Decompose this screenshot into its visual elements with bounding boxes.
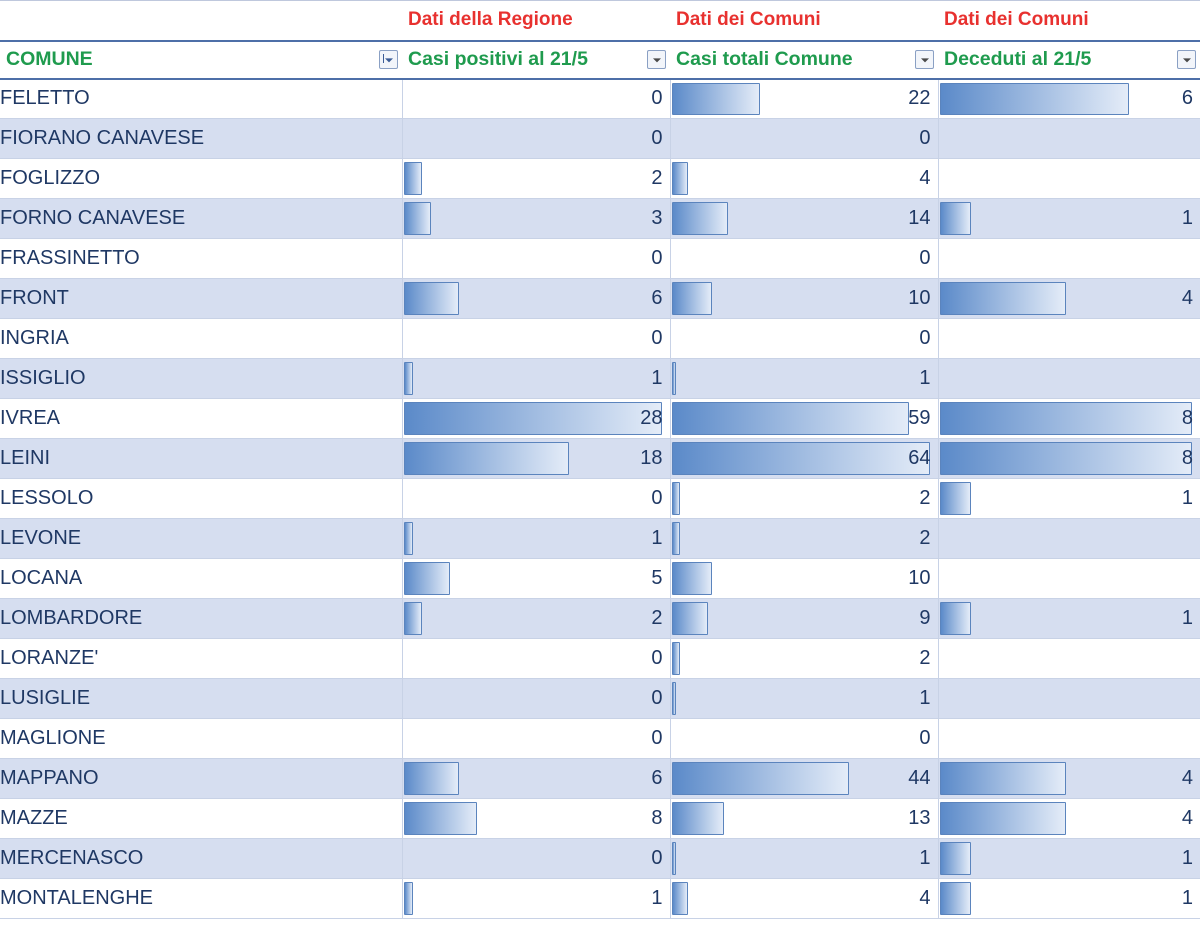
cell-comune[interactable]: MAPPANO [0, 759, 402, 799]
table-row[interactable] [0, 159, 1200, 199]
cell-deceduti[interactable] [938, 159, 1200, 199]
table-row[interactable] [0, 839, 1200, 879]
databar-deceduti [939, 802, 1200, 835]
cell-deceduti[interactable] [938, 759, 1200, 799]
cell-comune[interactable]: FELETTO [0, 79, 402, 119]
cell-positivi[interactable] [402, 879, 670, 919]
databar-positivi [403, 202, 670, 235]
cell-totali[interactable] [670, 479, 938, 519]
filter-sort-icon-comune[interactable] [379, 50, 398, 69]
databar-positivi [403, 602, 670, 635]
databar-deceduti [939, 642, 1200, 675]
column-header-deceduti-label: Deceduti al 21/5 [944, 48, 1092, 70]
column-header-deceduti [938, 41, 1200, 79]
column-header-totali [670, 41, 938, 79]
cell-positivi[interactable] [402, 519, 670, 559]
cell-positivi[interactable] [402, 399, 670, 439]
cell-comune[interactable]: FRONT [0, 279, 402, 319]
table-body [0, 79, 1200, 919]
databar-totali [671, 602, 938, 635]
cell-deceduti[interactable] [938, 119, 1200, 159]
databar-deceduti [939, 322, 1200, 355]
cell-value-positivi: 1 [651, 367, 663, 389]
cell-positivi[interactable] [402, 839, 670, 879]
cell-deceduti[interactable] [938, 479, 1200, 519]
databar-deceduti [939, 602, 1200, 635]
cell-deceduti[interactable] [938, 879, 1200, 919]
databar-positivi [403, 562, 670, 595]
databar-deceduti [939, 242, 1200, 275]
cell-value-totali: 2 [919, 487, 931, 509]
databar-positivi [403, 682, 670, 715]
cell-value-positivi: 28 [640, 407, 663, 429]
databar-totali [671, 522, 938, 555]
cell-value-deceduti: 1 [1181, 607, 1193, 629]
databar-positivi [403, 362, 670, 395]
cell-value-totali: 1 [919, 847, 931, 869]
cell-deceduti[interactable] [938, 839, 1200, 879]
cell-positivi[interactable] [402, 679, 670, 719]
cell-value-positivi: 0 [651, 487, 663, 509]
cell-totali[interactable] [670, 199, 938, 239]
cell-totali[interactable] [670, 879, 938, 919]
databar-positivi [403, 442, 670, 475]
cell-deceduti[interactable] [938, 79, 1200, 119]
cell-positivi[interactable] [402, 279, 670, 319]
cell-totali[interactable] [670, 159, 938, 199]
databar-totali [671, 122, 938, 155]
databar-deceduti [939, 442, 1200, 475]
cell-value-totali: 2 [919, 527, 931, 549]
cell-comune[interactable]: LEVONE [0, 519, 402, 559]
table-row[interactable] [0, 239, 1200, 279]
databar-totali [671, 642, 938, 675]
databar-totali [671, 322, 938, 355]
databar-deceduti [939, 482, 1200, 515]
table-row[interactable] [0, 479, 1200, 519]
cell-value-positivi: 0 [651, 247, 663, 269]
databar-positivi [403, 642, 670, 675]
databar-totali [671, 83, 938, 116]
cell-value-deceduti: 4 [1181, 807, 1193, 829]
databar-positivi [403, 762, 670, 795]
cell-value-totali: 59 [908, 407, 931, 429]
cell-totali[interactable] [670, 599, 938, 639]
databar-positivi [403, 83, 670, 116]
cell-totali[interactable] [670, 559, 938, 599]
cell-deceduti[interactable] [938, 439, 1200, 479]
cell-value-totali: 10 [908, 567, 931, 589]
cell-comune[interactable]: MERCENASCO [0, 839, 402, 879]
column-header-row [0, 41, 1200, 79]
cell-value-deceduti: 8 [1181, 407, 1193, 429]
cell-value-totali: 0 [919, 247, 931, 269]
cell-deceduti[interactable] [938, 399, 1200, 439]
cell-totali[interactable] [670, 719, 938, 759]
cell-comune[interactable]: LOMBARDORE [0, 599, 402, 639]
cell-value-deceduti: 6 [1181, 87, 1193, 110]
cell-value-totali: 1 [919, 367, 931, 389]
table-row[interactable] [0, 319, 1200, 359]
cell-totali[interactable] [670, 679, 938, 719]
cell-comune[interactable]: ISSIGLIO [0, 359, 402, 399]
group-header-regione: Dati della Regione [402, 1, 670, 41]
cell-value-totali: 44 [908, 767, 931, 789]
table-row[interactable] [0, 439, 1200, 479]
cell-comune[interactable]: IVREA [0, 399, 402, 439]
databar-deceduti [939, 522, 1200, 555]
databar-totali [671, 682, 938, 715]
databar-positivi [403, 842, 670, 875]
cell-totali[interactable] [670, 359, 938, 399]
cell-comune[interactable]: LUSIGLIE [0, 679, 402, 719]
databar-totali [671, 562, 938, 595]
cell-value-totali: 14 [908, 207, 931, 229]
table-row[interactable] [0, 519, 1200, 559]
cell-value-deceduti: 4 [1181, 287, 1193, 309]
cell-comune[interactable]: LORANZE' [0, 639, 402, 679]
cell-deceduti[interactable] [938, 359, 1200, 399]
databar-totali [671, 722, 938, 755]
databar-totali [671, 882, 938, 915]
cell-value-deceduti: 4 [1181, 767, 1193, 789]
cell-positivi[interactable] [402, 799, 670, 839]
table-row[interactable] [0, 559, 1200, 599]
cell-totali[interactable] [670, 759, 938, 799]
cell-totali[interactable] [670, 279, 938, 319]
cell-value-totali: 2 [919, 647, 931, 669]
cell-value-positivi: 3 [651, 207, 663, 229]
cell-deceduti[interactable] [938, 279, 1200, 319]
cell-positivi[interactable] [402, 599, 670, 639]
cell-value-positivi: 0 [651, 847, 663, 869]
cell-totali[interactable] [670, 639, 938, 679]
cell-value-totali: 10 [908, 287, 931, 309]
databar-totali [671, 802, 938, 835]
table-row[interactable] [0, 119, 1200, 159]
cell-value-positivi: 2 [651, 167, 663, 189]
table-row[interactable] [0, 679, 1200, 719]
cell-value-positivi: 6 [651, 767, 663, 789]
databar-positivi [403, 482, 670, 515]
cell-value-deceduti: 1 [1181, 887, 1193, 909]
cell-value-totali: 0 [919, 127, 931, 149]
databar-positivi [403, 802, 670, 835]
databar-totali [671, 242, 938, 275]
cell-positivi[interactable] [402, 359, 670, 399]
databar-positivi [403, 882, 670, 915]
cell-comune[interactable]: MAGLIONE [0, 719, 402, 759]
table-row[interactable] [0, 639, 1200, 679]
cell-positivi[interactable] [402, 199, 670, 239]
cell-deceduti[interactable] [938, 559, 1200, 599]
table-row[interactable] [0, 799, 1200, 839]
cell-value-totali: 13 [908, 807, 931, 829]
column-header-totali-label: Casi totali Comune [676, 48, 853, 70]
cell-positivi[interactable] [402, 119, 670, 159]
databar-deceduti [939, 882, 1200, 915]
column-header-comune-label: COMUNE [6, 48, 93, 70]
group-header-row [0, 1, 1200, 41]
table-row[interactable] [0, 359, 1200, 399]
cell-value-positivi: 18 [640, 447, 663, 469]
cell-positivi[interactable] [402, 439, 670, 479]
cell-deceduti[interactable] [938, 519, 1200, 559]
cell-value-positivi: 5 [651, 567, 663, 589]
cell-value-deceduti: 1 [1181, 487, 1193, 509]
cell-totali[interactable] [670, 519, 938, 559]
cell-deceduti[interactable] [938, 639, 1200, 679]
cell-value-deceduti: 1 [1181, 207, 1193, 229]
cell-positivi[interactable] [402, 719, 670, 759]
databar-totali [671, 482, 938, 515]
databar-totali [671, 402, 938, 435]
cell-totali[interactable] [670, 799, 938, 839]
databar-totali [671, 762, 938, 795]
cell-totali[interactable] [670, 399, 938, 439]
cell-comune[interactable]: MONTALENGHE [0, 879, 402, 919]
cell-deceduti[interactable] [938, 239, 1200, 279]
cell-value-positivi: 6 [651, 287, 663, 309]
cell-totali[interactable] [670, 439, 938, 479]
cell-positivi[interactable] [402, 239, 670, 279]
cell-value-positivi: 0 [651, 127, 663, 149]
cell-deceduti[interactable] [938, 319, 1200, 359]
table-row[interactable] [0, 879, 1200, 919]
cell-deceduti[interactable] [938, 199, 1200, 239]
cell-comune[interactable]: LOCANA [0, 559, 402, 599]
table-row[interactable] [0, 279, 1200, 319]
databar-positivi [403, 522, 670, 555]
cell-value-totali: 0 [919, 327, 931, 349]
table-row[interactable] [0, 719, 1200, 759]
cell-positivi[interactable] [402, 319, 670, 359]
cell-value-deceduti: 1 [1181, 847, 1193, 869]
databar-deceduti [939, 162, 1200, 195]
cell-totali[interactable] [670, 79, 938, 119]
cell-value-totali: 4 [919, 167, 931, 189]
databar-deceduti [939, 762, 1200, 795]
cell-deceduti[interactable] [938, 599, 1200, 639]
databar-deceduti [939, 682, 1200, 715]
cell-positivi[interactable] [402, 79, 670, 119]
cell-totali[interactable] [670, 119, 938, 159]
databar-positivi [403, 282, 670, 315]
cell-comune[interactable]: INGRIA [0, 319, 402, 359]
cell-value-positivi: 0 [651, 87, 663, 110]
cell-comune[interactable]: FORNO CANAVESE [0, 199, 402, 239]
filter-dropdown-icon-positivi[interactable] [647, 50, 666, 69]
databar-deceduti [939, 722, 1200, 755]
databar-positivi [403, 402, 670, 435]
databar-deceduti [939, 842, 1200, 875]
cell-value-totali: 0 [919, 727, 931, 749]
filter-dropdown-icon-deceduti[interactable] [1177, 50, 1196, 69]
cell-totali[interactable] [670, 839, 938, 879]
cell-value-positivi: 0 [651, 727, 663, 749]
cell-positivi[interactable] [402, 759, 670, 799]
databar-deceduti [939, 562, 1200, 595]
cell-value-positivi: 8 [651, 807, 663, 829]
databar-positivi [403, 162, 670, 195]
cell-positivi[interactable] [402, 479, 670, 519]
cell-comune[interactable]: FIORANO CANAVESE [0, 119, 402, 159]
cell-value-totali: 64 [908, 447, 931, 469]
cell-value-positivi: 2 [651, 607, 663, 629]
filter-dropdown-icon-totali[interactable] [915, 50, 934, 69]
databar-deceduti [939, 402, 1200, 435]
cell-comune[interactable]: MAZZE [0, 799, 402, 839]
cell-deceduti[interactable] [938, 719, 1200, 759]
databar-totali [671, 282, 938, 315]
databar-positivi [403, 122, 670, 155]
databar-totali [671, 842, 938, 875]
cell-value-positivi: 0 [651, 647, 663, 669]
group-header-comuni-2: Dati dei Comuni [938, 1, 1200, 41]
cell-value-totali: 4 [919, 887, 931, 909]
databar-totali [671, 202, 938, 235]
databar-deceduti [939, 362, 1200, 395]
table-row[interactable] [0, 759, 1200, 799]
databar-totali [671, 362, 938, 395]
cell-comune[interactable]: LESSOLO [0, 479, 402, 519]
databar-totali [671, 162, 938, 195]
cell-positivi[interactable] [402, 639, 670, 679]
group-header-blank [0, 1, 402, 41]
databar-deceduti [939, 122, 1200, 155]
databar-positivi [403, 242, 670, 275]
databar-deceduti [939, 282, 1200, 315]
databar-positivi [403, 322, 670, 355]
cell-value-positivi: 0 [651, 687, 663, 709]
column-header-positivi [402, 41, 670, 79]
cell-value-positivi: 1 [651, 527, 663, 549]
cell-positivi[interactable] [402, 159, 670, 199]
column-header-positivi-label: Casi positivi al 21/5 [408, 48, 588, 70]
cell-comune[interactable]: FRASSINETTO [0, 239, 402, 279]
cell-deceduti[interactable] [938, 679, 1200, 719]
cell-deceduti[interactable] [938, 799, 1200, 839]
databar-deceduti [939, 83, 1200, 116]
table-row[interactable] [0, 199, 1200, 239]
cell-comune[interactable]: LEINI [0, 439, 402, 479]
cell-value-positivi: 0 [651, 327, 663, 349]
cell-positivi[interactable] [402, 559, 670, 599]
cell-totali[interactable] [670, 319, 938, 359]
table-row[interactable] [0, 79, 1200, 119]
cell-value-deceduti: 8 [1181, 447, 1193, 469]
databar-positivi [403, 722, 670, 755]
databar-totali [671, 442, 938, 475]
databar-deceduti [939, 202, 1200, 235]
cell-totali[interactable] [670, 239, 938, 279]
group-header-comuni-1: Dati dei Comuni [670, 1, 938, 41]
cell-value-totali: 22 [908, 87, 931, 110]
cell-value-totali: 1 [919, 687, 931, 709]
cell-comune[interactable]: FOGLIZZO [0, 159, 402, 199]
cell-value-totali: 9 [919, 607, 931, 629]
column-header-comune [0, 41, 402, 79]
table-row[interactable] [0, 399, 1200, 439]
cell-value-positivi: 1 [651, 887, 663, 909]
table-row[interactable] [0, 599, 1200, 639]
